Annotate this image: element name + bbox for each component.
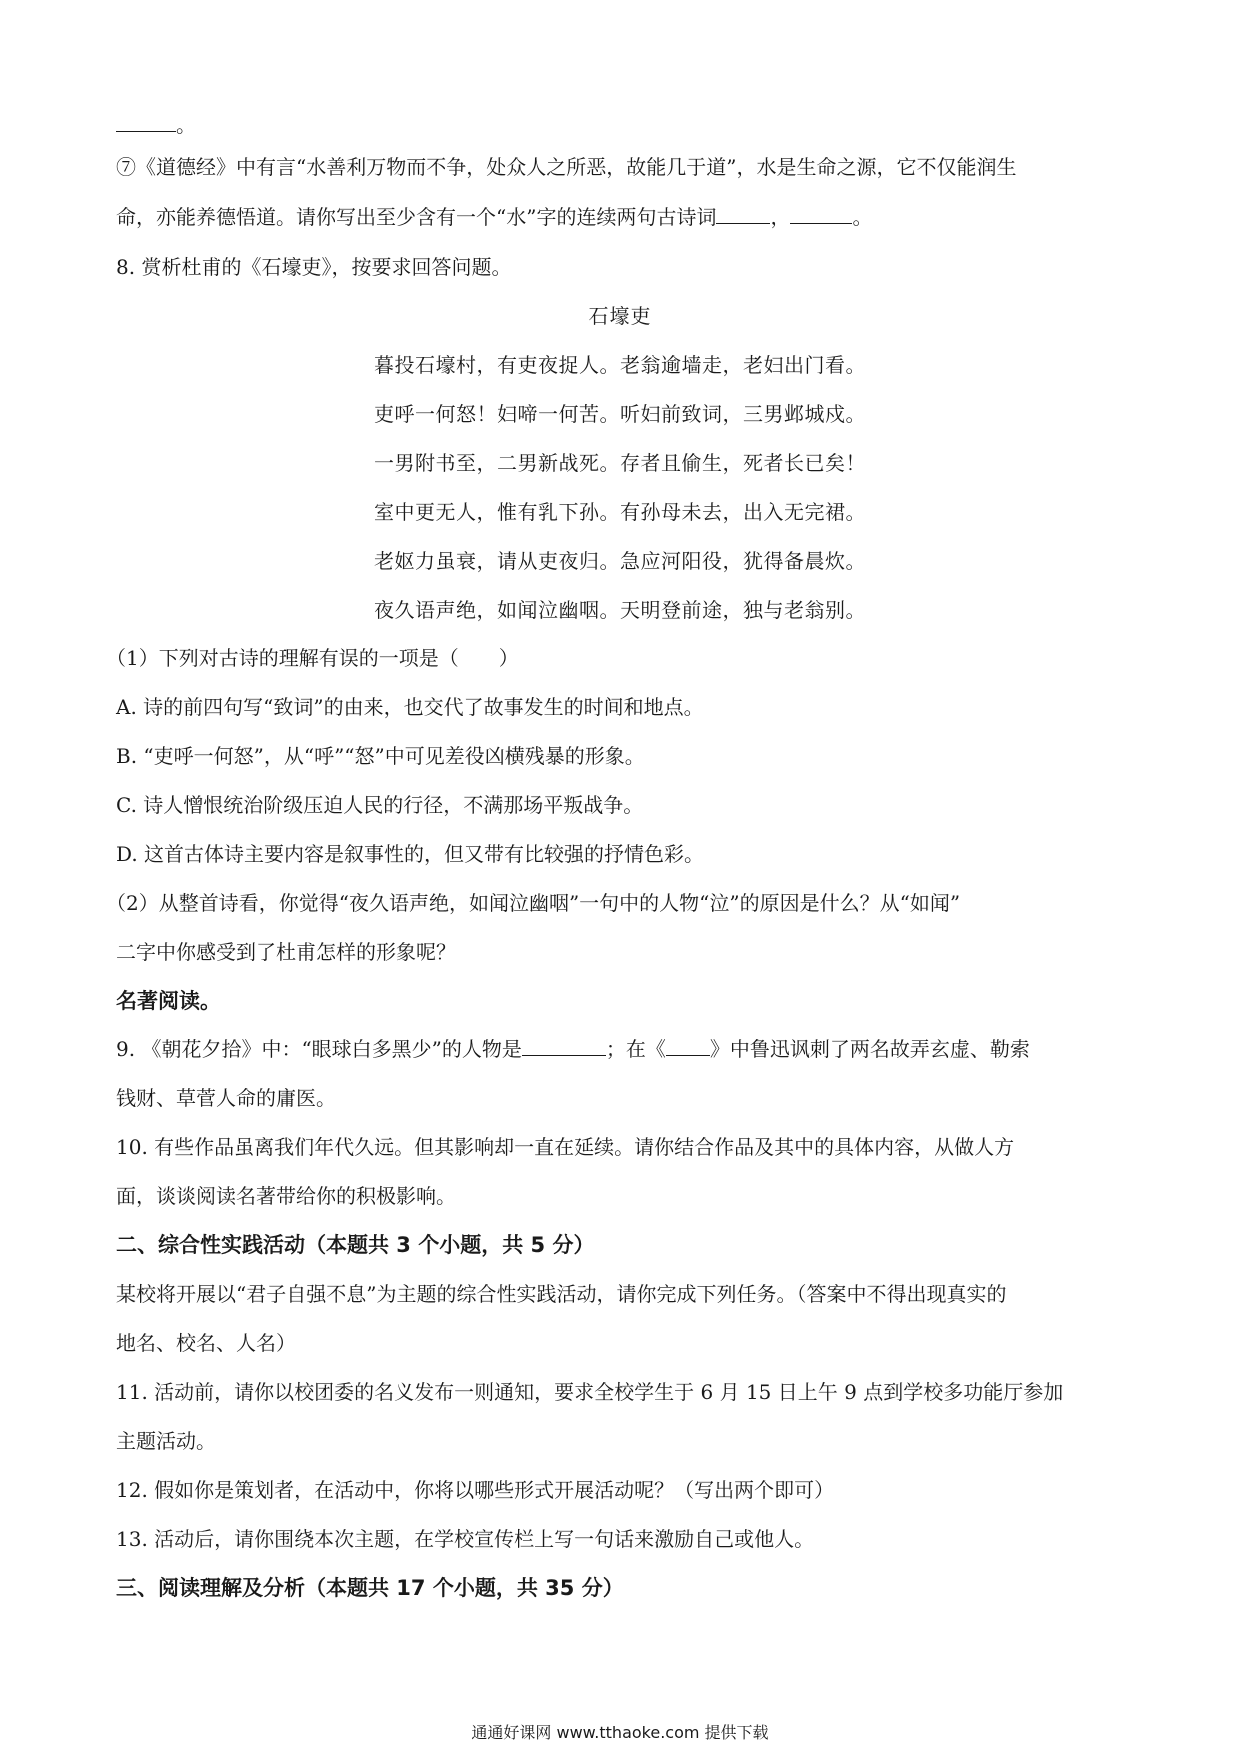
q10-line1: 10. 有些作品虽离我们年代久远。但其影响却一直在延续。请你结合作品及其中的具体内容，从做人方 xyxy=(116,1135,1015,1159)
previous-answer-blank-line xyxy=(116,110,1130,140)
option-c: C. 诗人憎恨统治阶级压迫人民的行径，不满那场平叛战争。 xyxy=(116,793,644,817)
poem-line: 室中更无人，惟有乳下孙。有孙母未去，出入无完裙。 xyxy=(374,500,866,524)
q8-sub2-line2: 二字中你感受到了杜甫怎样的形象呢？ xyxy=(116,940,456,964)
item7-line2 xyxy=(116,202,1130,232)
option-d: D. 这首古体诗主要内容是叙事性的，但又带有比较强的抒情色彩。 xyxy=(116,842,705,866)
section-heading-mingzhu: 名著阅读。 xyxy=(116,989,221,1013)
q8-prompt: 8. 赏析杜甫的《石壕吏》，按要求回答问题。 xyxy=(116,255,512,279)
poem-title: 石壕吏 xyxy=(588,304,652,328)
punctuation: 。 xyxy=(176,113,196,137)
poem-line: 老妪力虽衰，请从吏夜归。急应河阳役，犹得备晨炊。 xyxy=(374,549,866,573)
punctuation: 。 xyxy=(852,205,873,229)
item7-line2-text: 命，亦能养德悟道。请你写出至少含有一个“水”字的连续两句古诗词 xyxy=(116,205,717,229)
q13-line1: 13. 活动后，请你围绕本次主题，在学校宣传栏上写一句话来激励自己或他人。 xyxy=(116,1527,815,1551)
q8-sub1: （1）下列对古诗的理解有误的一项是（ ） xyxy=(106,646,519,670)
option-a: A. 诗的前四句写“致词”的由来，也交代了故事发生的时间和地点。 xyxy=(116,695,704,719)
q9-text: 9. 《朝花夕拾》中：“眼球白多黑少”的人物是 xyxy=(116,1037,522,1061)
poem-line: 暮投石壕村，有吏夜捉人。老翁逾墙走，老妇出门看。 xyxy=(374,353,866,377)
q9-text: ；在《 xyxy=(605,1037,666,1061)
q9-line1 xyxy=(116,1034,1130,1064)
poem-line: 夜久语声绝，如闻泣幽咽。天明登前途，独与老翁别。 xyxy=(374,598,866,622)
item7-line1: ⑦《道德经》中有言“水善利万物而不争，处众人之所恶，故能几于道”，水是生命之源，它不仅能润生 xyxy=(116,155,1017,179)
section2-intro-line2: 地名、校名、人名） xyxy=(116,1331,296,1355)
answer-blank xyxy=(116,113,176,132)
section-heading-3: 三、阅读理解及分析（本题共 17 个小题，共 35 分） xyxy=(116,1576,624,1600)
punctuation: ， xyxy=(770,205,791,229)
poem-line: 吏呼一何怒！妇啼一何苦。听妇前致词，三男邺城戍。 xyxy=(374,402,866,426)
answer-blank xyxy=(716,205,770,224)
answer-blank xyxy=(790,205,852,224)
page-footer: 通通好课网 www.tthaoke.com 提供下载 xyxy=(471,1723,769,1742)
q8-sub2-line1: （2）从整首诗看，你觉得“夜久语声绝，如闻泣幽咽”一句中的人物“泣”的原因是什么？从“如闻” xyxy=(106,891,961,915)
section-heading-2: 二、综合性实践活动（本题共 3 个小题，共 5 分） xyxy=(116,1233,595,1257)
q9-text: 》中鲁迅讽刺了两名故弄玄虚、勒索 xyxy=(709,1037,1030,1061)
option-b: B. “吏呼一何怒”，从“呼”“怒”中可见差役凶横残暴的形象。 xyxy=(116,744,645,768)
q10-line2: 面，谈谈阅读名著带给你的积极影响。 xyxy=(116,1184,456,1208)
q9-line2: 钱财、草菅人命的庸医。 xyxy=(116,1086,336,1110)
answer-blank xyxy=(522,1037,606,1056)
q11-line2: 主题活动。 xyxy=(116,1429,216,1453)
q11-line1: 11. 活动前，请你以校团委的名义发布一则通知，要求全校学生于 6 月 15 日上午 9 点到学校多功能厅参加 xyxy=(116,1380,1064,1404)
poem-line: 一男附书至，二男新战死。存者且偷生，死者长已矣！ xyxy=(374,451,866,475)
answer-blank xyxy=(666,1037,710,1056)
q12-line1: 12. 假如你是策划者，在活动中，你将以哪些形式开展活动呢？（写出两个即可） xyxy=(116,1478,835,1502)
section2-intro-line1: 某校将开展以“君子自强不息”为主题的综合性实践活动，请你完成下列任务。（答案中不得出现真实的 xyxy=(116,1282,1007,1306)
